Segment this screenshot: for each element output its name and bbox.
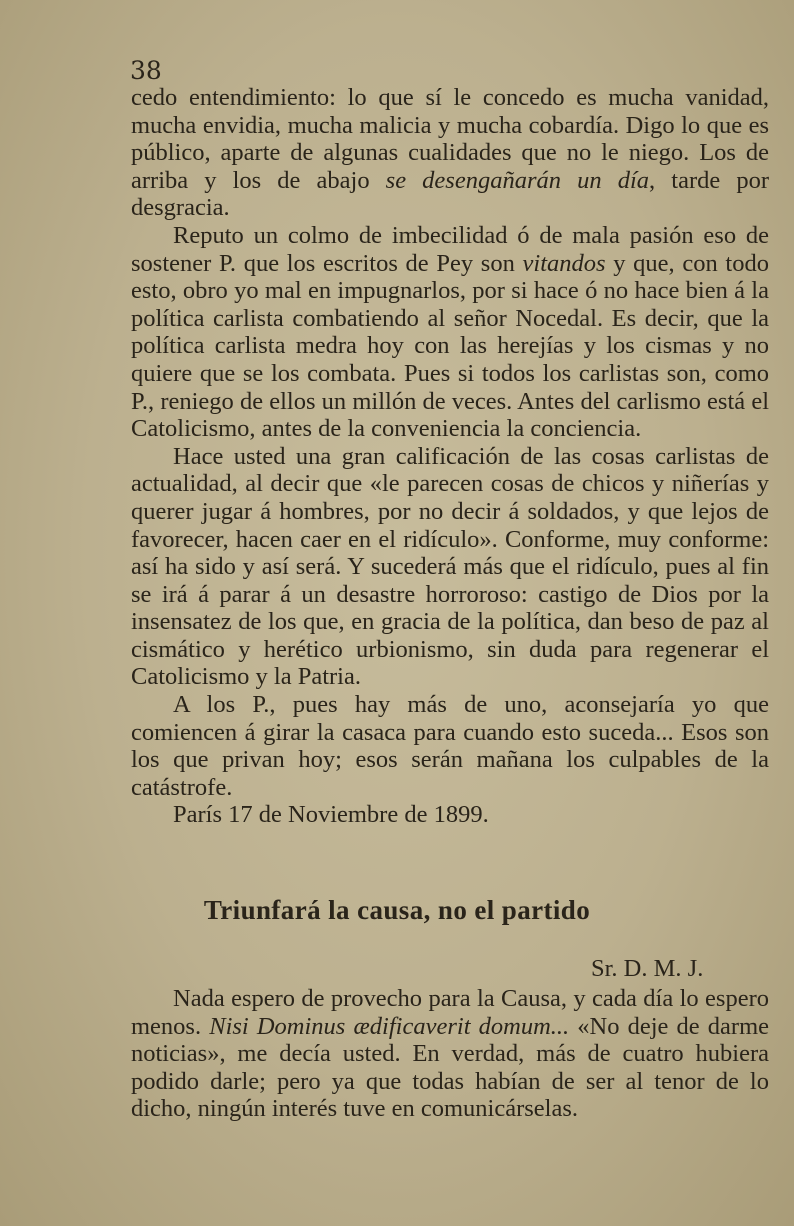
text-run: Nada espero de provecho para la Causa, y cada día lo espero menos.	[131, 985, 769, 1040]
italic-text: vitandos	[522, 249, 606, 277]
text-run: Hace usted una gran calificación de las cosas carlistas de actualidad, al decir que «le parecen cosas de chicos y niñerías y querer jugar á hombres, por no decir á soldados, y que lejos de favorecer, hacen caer en el ridículo». Conforme, muy conforme: así ha sido y así será. Y sucederá más que el ridículo, pues al fin se irá á parar á un desastre horroroso: castigo de Dios por la insensatez de los que, en gracia de la política, dan beso de paz al cismático y herético urbionismo, sin duda para regenerar el Catolicismo y la Patria.	[131, 442, 769, 691]
body-text-2	[131, 985, 769, 1123]
text-run: cedo entendimiento: lo que sí le concedo es mucha vanidad, mucha envidia, mucha malicia y mucha cobardía. Digo lo que es público, aparte de algunas cualidades que no le niego. Los de arriba y los de abajo	[131, 84, 769, 194]
section-title: Triunfará la causa, no el partido	[203, 895, 591, 925]
text-run: A los P., pues hay más de uno, aconsejaría yo que comiencen á girar la casaca para cuando esto suceda... Esos son los que privan hoy; esos serán mañana los culpables de la catástrofe.	[131, 691, 769, 801]
letter-paragraphs	[131, 84, 769, 801]
paragraph	[131, 985, 769, 1123]
page-number: 38	[130, 56, 162, 85]
italic-text: se desengañarán un día	[385, 166, 650, 194]
text-run: «No deje de darme noticias», me decía usted. En verdad, más de cuatro hubiera podido darle; pero ya que todas habían de ser al tenor de lo dicho, ningún interés tuve en comunicárselas.	[131, 1012, 770, 1123]
letter-paragraphs-2	[131, 985, 769, 1123]
paragraph	[131, 222, 769, 443]
text-run: y que, con todo esto, obro yo mal en impugnarlos, por si hace ó no hace bien á la política carlista combatiendo al señor Nocedal. Es decir, que la política carlista medra hoy con las herejías y los cismas y no quiere que se los combata. Pues si todos los carlistas son, como P., reniego de ellos un millón de veces. Antes del carlismo está el Catolicismo, antes de la conveniencia la conciencia.	[131, 249, 769, 443]
text-run: Reputo un colmo de imbecilidad ó de mala pasión eso de sostener P. que los escritos de Pey son	[131, 221, 769, 277]
paragraph	[131, 84, 769, 222]
paragraph	[131, 443, 769, 691]
addressee: Sr. D. M. J.	[591, 955, 704, 982]
paragraph	[131, 691, 769, 801]
italic-text: Nisi Dominus ædificaverit domum...	[209, 1012, 570, 1040]
date-line: París 17 de Noviembre de 1899.	[173, 801, 489, 829]
text-run: , tarde por desgracia.	[131, 166, 769, 222]
body-text	[131, 84, 769, 829]
